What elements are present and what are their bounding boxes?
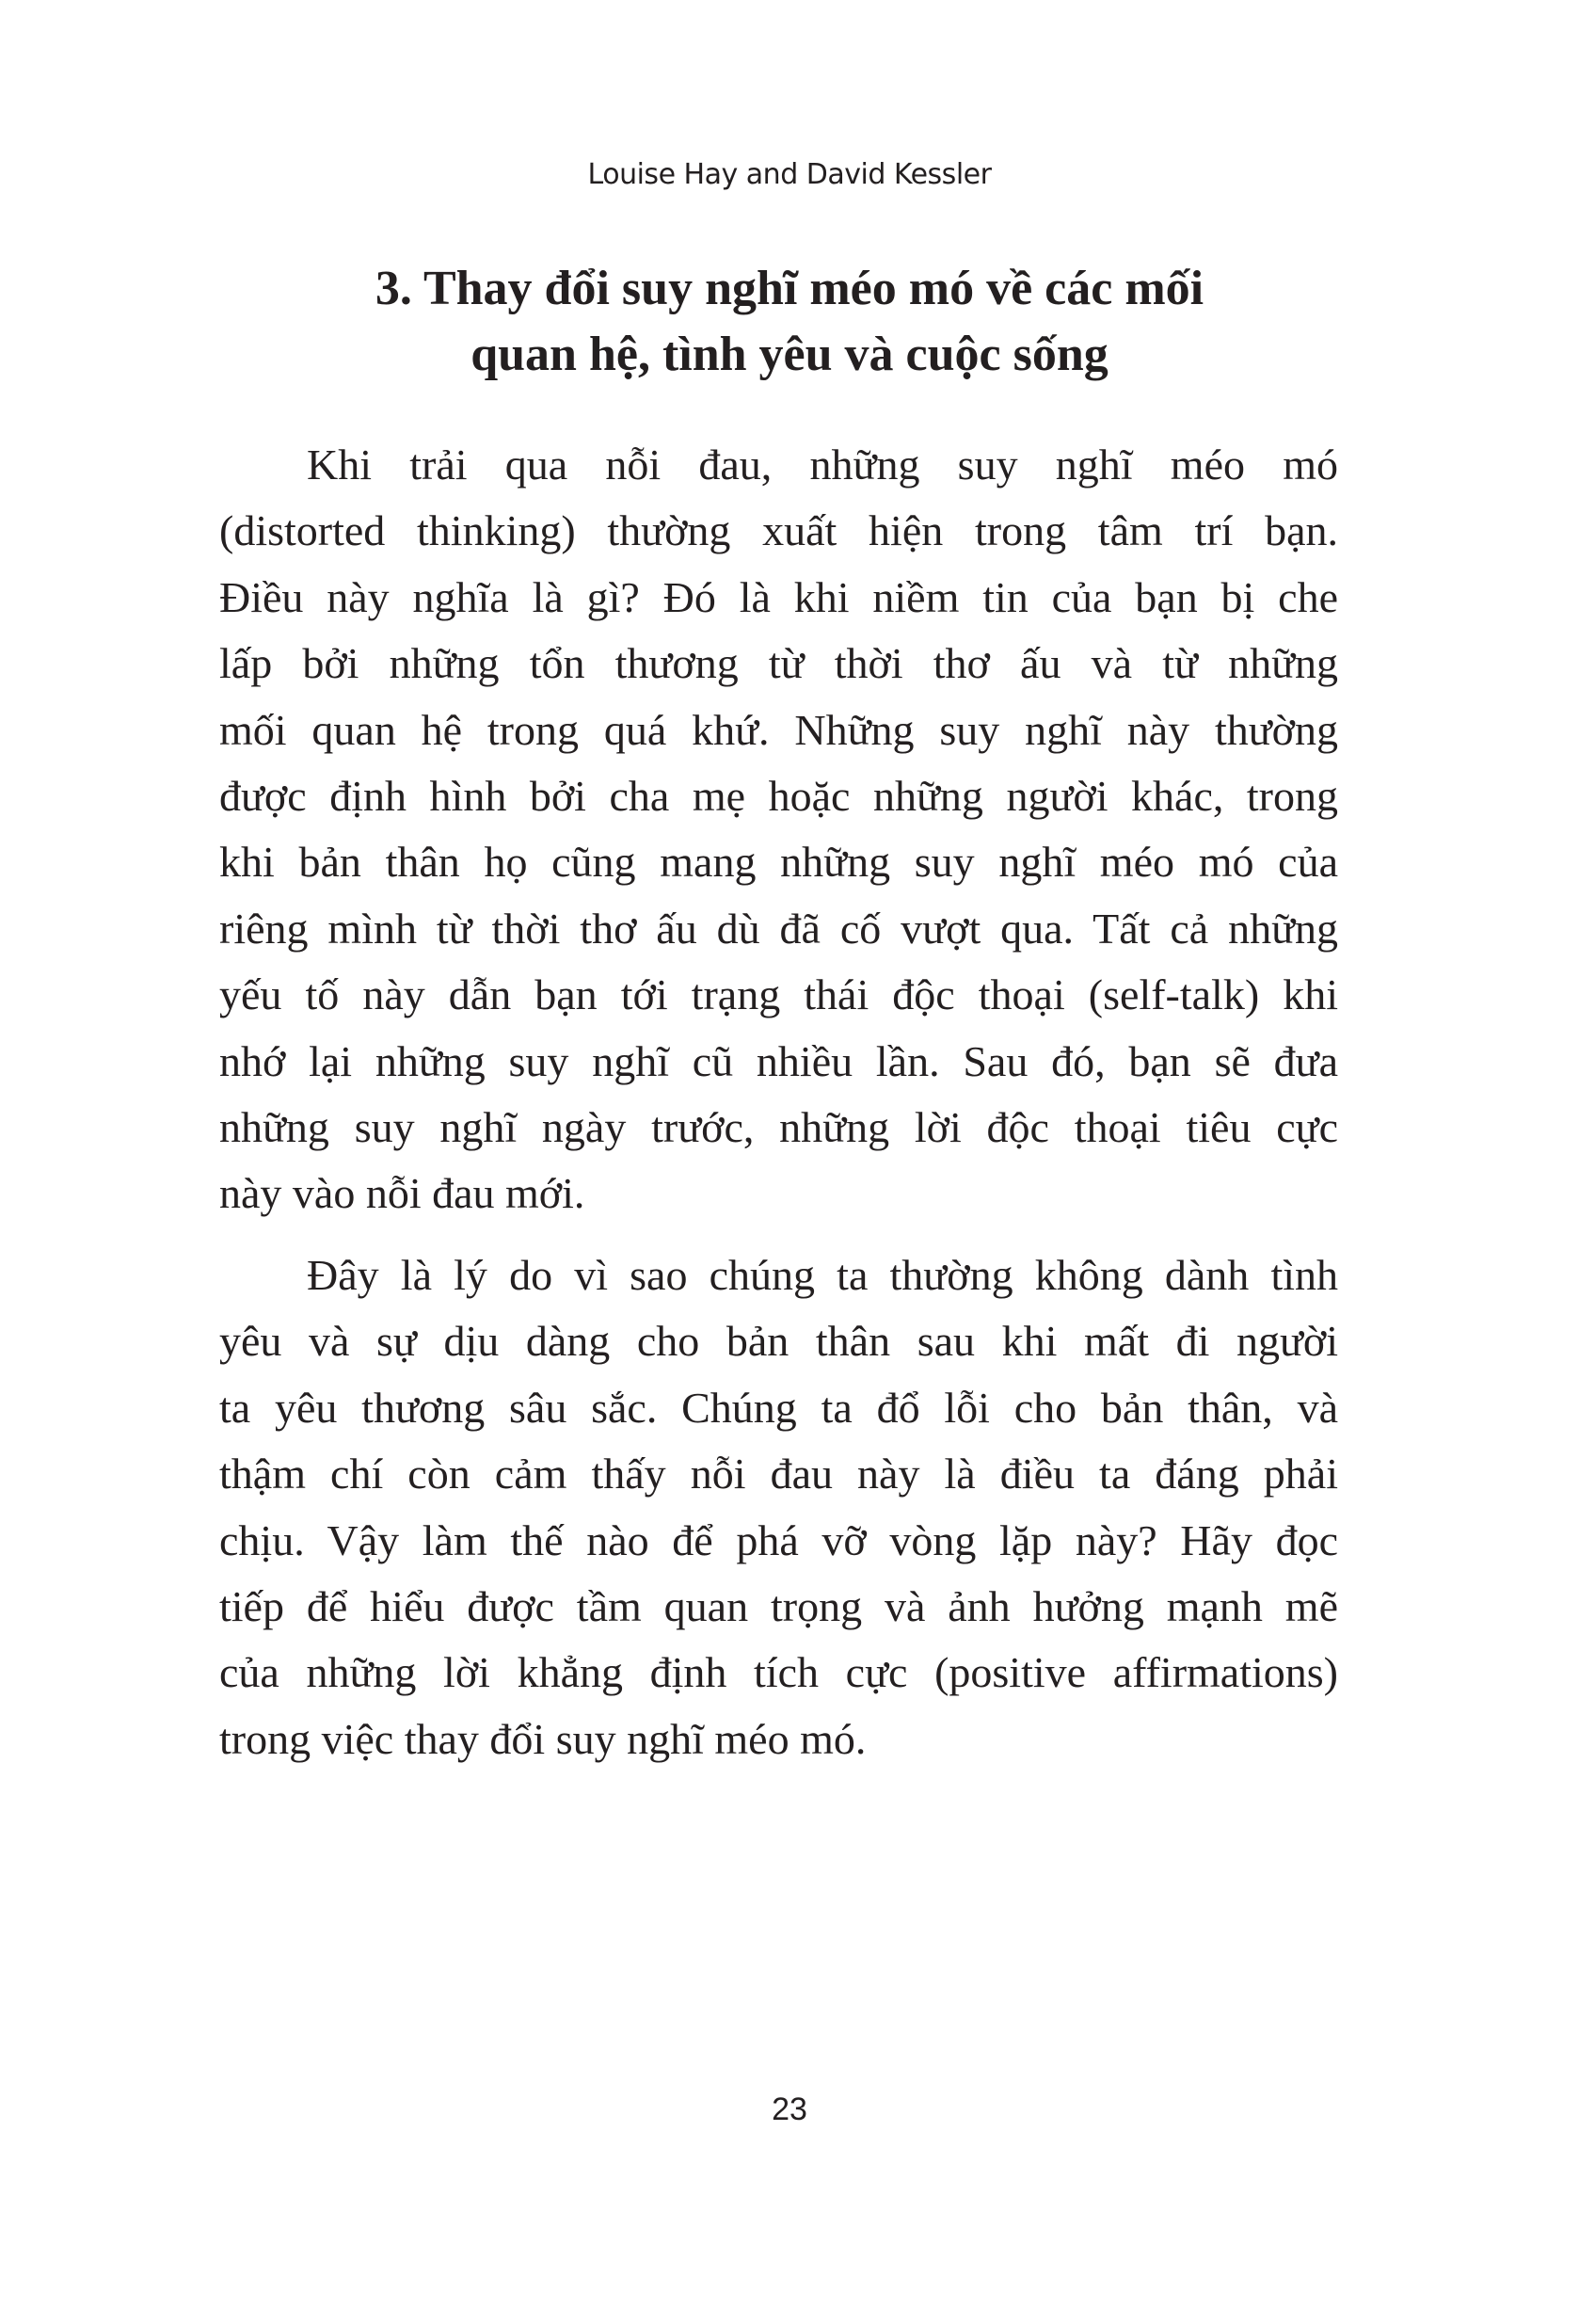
section-title-line: 3. Thay đổi suy nghĩ méo mó về các mối bbox=[375, 262, 1204, 315]
text-line: (distorted thinking) thường xuất hiện trong tâm trí bạn. bbox=[219, 506, 1338, 555]
running-head: Louise Hay and David Kessler bbox=[587, 158, 992, 191]
text-line: Đây là lý do vì sao chúng ta thường không dành tình bbox=[307, 1251, 1338, 1299]
text-line: này vào nỗi đau mới. bbox=[219, 1169, 585, 1218]
text-line: chịu. Vậy làm thế nào để phá vỡ vòng lặp này? Hãy đọc bbox=[219, 1515, 1338, 1564]
text-line: yếu tố này dẫn bạn tới trạng thái độc thoại (self-talk) khi bbox=[219, 970, 1338, 1019]
page-number: 23 bbox=[772, 2092, 807, 2127]
text-line: thậm chí còn cảm thấy nỗi đau này là điều ta đáng phải bbox=[219, 1450, 1338, 1499]
section-title bbox=[0, 256, 1579, 388]
text-line: khi bản thân họ cũng mang những suy nghĩ méo mó của bbox=[219, 838, 1338, 887]
text-line: trong việc thay đổi suy nghĩ méo mó. bbox=[219, 1714, 867, 1763]
text-line: những suy nghĩ ngày trước, những lời độc thoại tiêu cực bbox=[219, 1102, 1338, 1151]
text-line: riêng mình từ thời thơ ấu dù đã cố vượt qua. Tất cả những bbox=[219, 904, 1338, 953]
paragraph-1 bbox=[219, 432, 1338, 1227]
text-line: Điều này nghĩa là gì? Đó là khi niềm tin của bạn bị che bbox=[219, 572, 1338, 621]
text-line: Khi trải qua nỗi đau, những suy nghĩ méo mó bbox=[307, 441, 1338, 489]
text-line: nhớ lại những suy nghĩ cũ nhiều lần. Sau đó, bạn sẽ đưa bbox=[219, 1036, 1338, 1085]
paragraph-2 bbox=[219, 1242, 1338, 1772]
text-line: yêu và sự dịu dàng cho bản thân sau khi mất đi người bbox=[219, 1317, 1338, 1366]
text-line: mối quan hệ trong quá khứ. Những suy nghĩ này thường bbox=[219, 705, 1338, 754]
text-line: của những lời khẳng định tích cực (positive affirmations) bbox=[219, 1648, 1338, 1697]
section-title-line: quan hệ, tình yêu và cuộc sống bbox=[471, 328, 1108, 381]
text-line: tiếp để hiểu được tầm quan trọng và ảnh hưởng mạnh mẽ bbox=[219, 1581, 1338, 1630]
text-line: ta yêu thương sâu sắc. Chúng ta đổ lỗi cho bản thân, và bbox=[219, 1383, 1338, 1432]
text-line: lấp bởi những tổn thương từ thời thơ ấu và từ những bbox=[219, 639, 1338, 688]
text-line: được định hình bởi cha mẹ hoặc những người khác, trong bbox=[219, 771, 1338, 820]
